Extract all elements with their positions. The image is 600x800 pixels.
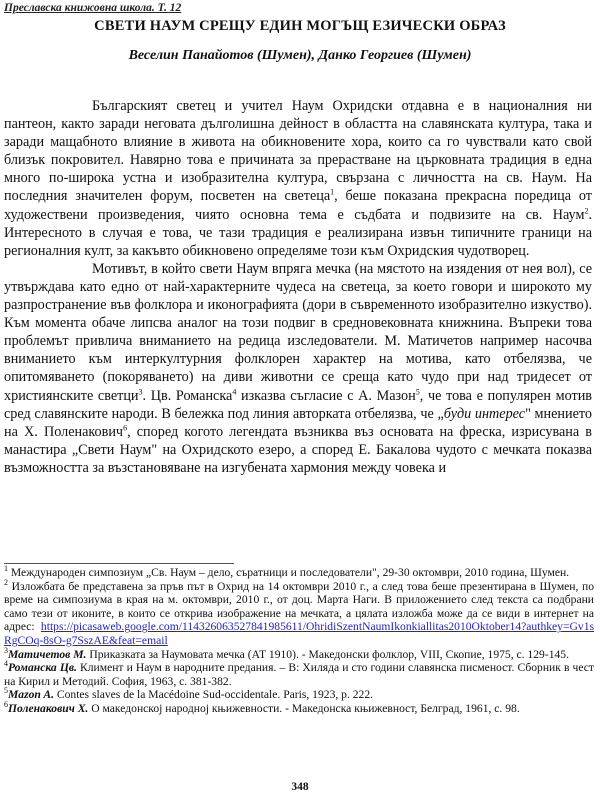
page-number: 348 [291, 781, 309, 793]
footnote-2 [4, 577, 594, 648]
footnote-divider [4, 563, 234, 564]
footnote-number: 1 [4, 564, 8, 574]
paragraph-text: изказва съгласие с А. Мазон [236, 387, 416, 404]
paragraph-1 [4, 97, 592, 260]
article-title: СВЕТИ НАУМ СРЕЩУ ЕДИН МОГЪЩ ЕЗИЧЕСКИ ОБРАЗ [94, 18, 506, 34]
footnote-text: Приказката за Наумовата мечка (АТ 1910). - Македонски фолклор, VIII, Скопие, 1975, с. 129-145. [86, 647, 569, 661]
footnote-6 [4, 702, 594, 716]
footnote-5 [4, 688, 594, 702]
footnote-ref-6[interactable]: 6 [123, 422, 128, 432]
footnote-number: 5 [4, 686, 8, 696]
paragraph-text: , че това е популярен мотив сред славянските народи. В бележка под линия авторката отбелязва, че „ [4, 387, 592, 422]
footnote-number: 2 [4, 577, 8, 587]
article-authors: Веселин Панайотов (Шумен), Данко Георгиев (Шумен) [128, 48, 472, 63]
running-head: Преславска книжовна школа. Т. 12 [4, 2, 182, 14]
article-body [4, 97, 592, 477]
picasa-link[interactable]: https://picasaweb.google.com/114326063527841985611/OhridiSzentNaumIkonkiallitas2010Oktober14?authkey=Gv1sRgCOq-8sO-g7SszAE&feat=email [4, 620, 594, 647]
footnote-author: Романска Цв. [8, 661, 77, 675]
footnote-text: Изложбата бе представена за пръв път в Охрид на 14 октомври 2010 г., а след това беше презентирана в Шумен, по време на симпозиума в края на м. октомври, 2010 г., от доц. Марта Наги. В приложението след текста са подбрани само тези от иконите, в които се открива изображение на мечката, а цялата изложба може да се види в интернет на адрес: [4, 579, 594, 634]
footnotes [4, 566, 594, 716]
footnote-text: Contes slaves de la Macédoine Sud-occidentale. Paris, 1923, p. 222. [53, 688, 374, 702]
footnote-author: Поленакович Х. [8, 701, 89, 715]
paragraph-text: . Цв. Романска [142, 387, 233, 404]
paragraph-text: , според когото легендата възниква въз основата на фреска, изрисувана в манастира „Свети Наум" на Охридското езеро, а според Е. Бакалова чудото с мечката показва възможността за възстановяване на изгубената хармония между човека и [4, 423, 593, 476]
footnote-4 [4, 661, 594, 688]
footnote-ref-4[interactable]: 4 [232, 386, 237, 396]
footnote-3 [4, 645, 594, 662]
paragraph-text: , беше показана прекрасна поредица от художествени произведения, чиято основна тема е съдбата и подвизите на св. Наум [4, 188, 593, 223]
footnote-number: 3 [4, 645, 8, 655]
footnote-ref-2[interactable]: 2 [584, 205, 589, 215]
paragraph-text: Мотивът, в който свети Наум впряга мечка (на мястото на изядения от нея вол), се утвърждава като едно от най-характерните чудеса на светеца, за което говори и широкото му разпространение във фолклора и иконографията (дори в съвременното изобразително изкуство). Към момента обаче липсва аналог на този подвиг в средновековната книжнина. Въпреки това проблемът привлича вниманието на редица изследователи. М. Матичетов например насочва вниманието към интеркултурния фолклорен характер на мотива, като отбелязва, че опитомяването (покоряването) на диви животни се среща като чудо при над тридесет от християнските светци [4, 260, 592, 404]
paragraph-text: Българският светец и учител Наум Охридски отдавна е в националния ни пантеон, както заради неговата дълголишна дейност в областта на славянската култура, така и заради мащабното влияние в живота на обикновените хора, които са го чувствали като свой близък покровител. Навярно това е причината за прерастване на църковната традиция в една много по-широка устна и изобразителна култура, свързана с личността на св. Наум. На последния значителен форум, посветен на светеца [4, 98, 592, 205]
footnote-author: Mazon A. [8, 688, 54, 702]
paragraph-text: " мнението на Х. Поленакович [4, 405, 592, 440]
footnote-number: 6 [4, 700, 8, 710]
footnote-text: Климент и Наум в народните предания. – В: Хиляда и сто години славянска писменост. Сборник в чест на Кирил и Методий. София, 1963, с. 381-382. [4, 661, 594, 688]
footnote-author: Матичетов М. [8, 647, 87, 661]
footnote-text: О македонској народној књижевности. - Македонска књижевност, Белград, 1961, с. 98. [88, 701, 520, 715]
footnote-ref-5[interactable]: 5 [415, 386, 420, 396]
footnote-ref-1[interactable]: 1 [330, 187, 335, 197]
paragraph-text: . Интересното в случая е това, че тази традиция е реализирана извън типичните граници на регионалния култ, за какъвто обикновено определяме този към Охридския чудотворец. [4, 206, 592, 259]
footnote-1 [4, 566, 594, 580]
footnote-number: 4 [4, 659, 8, 669]
italic-quote: буди интерес [443, 405, 526, 422]
footnote-ref-3[interactable]: 3 [138, 386, 143, 396]
paragraph-2 [4, 260, 592, 477]
footnote-text: Международен симпозиум „Св. Наум – дело, съратници и последователи", 29-30 октомври, 2010 година, Шумен. [8, 566, 570, 579]
